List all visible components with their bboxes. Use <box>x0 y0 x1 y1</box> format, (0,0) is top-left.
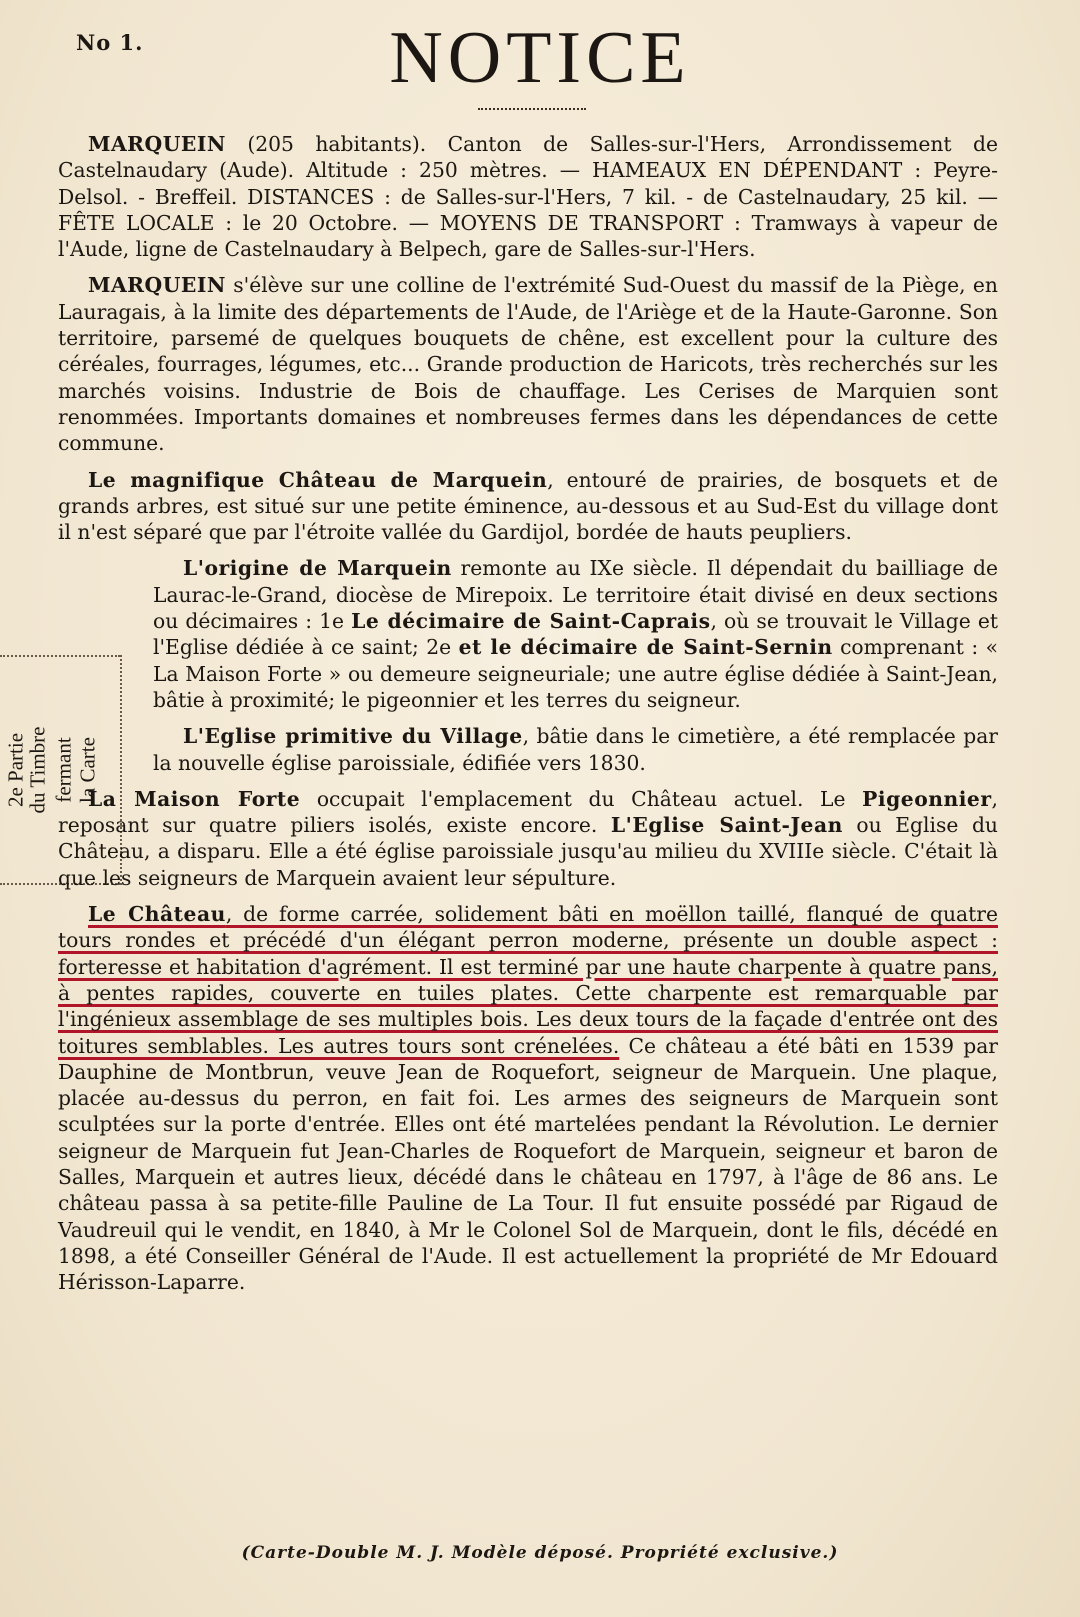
title-divider <box>478 108 586 110</box>
paragraph-chateau-setting <box>58 467 998 546</box>
side-note-line3: fermant <box>51 737 76 803</box>
paragraph-text: , entouré de prairies, de bosquets et de grands arbres, est situé sur une petite éminence, au-dessous et au Sud-Est du village dont il n'est séparé que par l'étroite vallée du Gardijol, bordée de hauts peupliers. <box>58 467 998 545</box>
underlined-passage: , de forme carrée, solidement bâti en moëllon taillé, flanqué de quatre tours rondes et précédé d'un élégant perron moderne, présente un double aspect : forteresse et habitation d'agrément. Il est terminé par une haute charpente à quatre pans, à pentes rapides, couverte en tuiles plates. Cette charpente est remarquable par l'ingénieux assemblage de ses multiples bois. Les deux tours de la façade d'entrée ont des toitures semblables. Les autres tours sont crénelées. <box>58 902 998 1058</box>
paragraph-text: s'élève sur une colline de l'extrémité Sud-Ouest du massif de la Piège, en Lauragais, à la limite des départements de l'Aude, de l'Ariège et de la Haute-Garonne. Son territoire, parsemé de quelques bouquets de chêne, est excellent pour la culture des céréales, fourrages, légumes, etc... Grande production de Haricots, très recherchés sur les marchés voisins. Industrie de Bois de chauffage. Les Cerises de Marquien sont renommées. Importants domaines et nombreuses fermes dans les dépendances de cette commune. <box>58 273 998 456</box>
lead-pigeonnier: Pigeonnier <box>862 786 992 811</box>
side-note-line2: du Timbre <box>25 726 50 814</box>
paragraph-church <box>153 723 998 776</box>
paragraph-text: ou Eglise du Château, a disparu. Elle a été église paroissiale jusqu'au milieu du XVIIIe siècle. C'était là que les seigneurs de Marquein avaient leur sépulture. <box>58 813 998 890</box>
paragraph-text: , où se trouvait le Village et l'Eglise dédiée à ce saint; 2e <box>153 609 998 660</box>
lead-church: L'Eglise primitive du Village <box>183 724 523 749</box>
side-note-line1: 2e Partie <box>3 732 28 808</box>
lead-chateau-underlined: Le Château <box>88 902 226 927</box>
lead-saint-jean: L'Eglise Saint-Jean <box>610 813 843 838</box>
side-note-line4: la Carte <box>75 737 100 803</box>
paragraph-text: Ce château a été bâti en 1539 par Dauphine de Montbrun, veuve Jean de Roquefort, seigneur de Marquein. Une plaque, placée au-dessus du perron, en fait foi. Les armes des seigneurs de Marquein sont sculptées sur la porte d'entrée. Elles ont été martelées pendant la Révolution. Le dernier seigneur de Marquein fut Jean-Charles de Roquefort de Marquein, seigneur et baron de Salles, Marquein et autres lieux, décédé dans le château en 1797, à l'âge de 86 ans. Le château passa à sa petite-fille Pauline de La Tour. Il fut ensuite possédé par Rigaud de Vaudreuil qui le vendit, en 1840, à Mr le Colonel Sol de Marquein, dont le fils, décédé en 1898, a été Conseiller Général de l'Aude. Il est actuellement la propriété de Mr Edouard Hérisson-Laparre. <box>58 1033 998 1295</box>
publisher-footer: (Carte-Double M. J. Modèle déposé. Propriété exclusive.) <box>241 1543 839 1563</box>
paragraph-maison-forte <box>58 786 998 891</box>
lead-saint-caprais: Le décimaire de Saint-Caprais <box>351 609 711 634</box>
paragraph-text: , reposant sur quatre piliers isolés, existe encore. <box>58 786 998 838</box>
paragraph-header-info <box>58 131 998 262</box>
paragraph-text: , bâtie dans le cimetière, a été remplacée par la nouvelle église paroissiale, édifiée vers 1830. <box>153 724 998 775</box>
lead-marquein: MARQUEIN <box>88 132 226 156</box>
lead-saint-sernin: et le décimaire de Saint-Sernin <box>458 635 833 660</box>
lead-maison-forte: La Maison Forte <box>88 786 301 811</box>
lead-marquein: MARQUEIN <box>88 273 226 298</box>
lead-chateau: Le magnifique Château de Marquein <box>88 467 548 492</box>
paragraph-text: (205 habitants). Canton de Salles-sur-l'Hers, Arrondissement de Castelnaudary (Aude). Altitude : 250 mètres. — HAMEAUX EN DÉPENDANT : Peyre-Delsol. - Breffeil. DISTANCES : de Salles-sur-l'Hers, 7 kil. - de Castelnaudary, 25 kil. — FÊTE LOCALE : le 20 Octobre. — MOYENS DE TRANSPORT : Tramways à vapeur de l'Aude, ligne de Castelnaudary à Belpech, gare de Salles-sur-l'Hers. <box>58 132 998 262</box>
card-number: No 1. <box>76 30 144 55</box>
paragraph-location <box>58 272 998 456</box>
notice-body <box>58 131 998 1295</box>
paragraph-text: comprenant : « La Maison Forte » ou demeure seigneuriale; une autre église dédiée à Saint-Jean, bâtie à proximité; le pigeonnier et les terres du seigneur. <box>153 635 998 712</box>
paragraph-text: occupait l'emplacement du Château actuel. Le <box>300 786 863 811</box>
lead-origin: L'origine de Marquein <box>183 556 452 581</box>
paragraph-text: remonte au IXe siècle. Il dépendait du bailliage de Laurac-le-Grand, diocèse de Mirepoix. Le territoire était divisé en deux sections ou décimaires : 1e <box>153 556 998 634</box>
paragraph-origin <box>153 555 998 713</box>
paragraph-chateau-history <box>58 901 998 1295</box>
page-title: NOTICE <box>389 17 691 99</box>
